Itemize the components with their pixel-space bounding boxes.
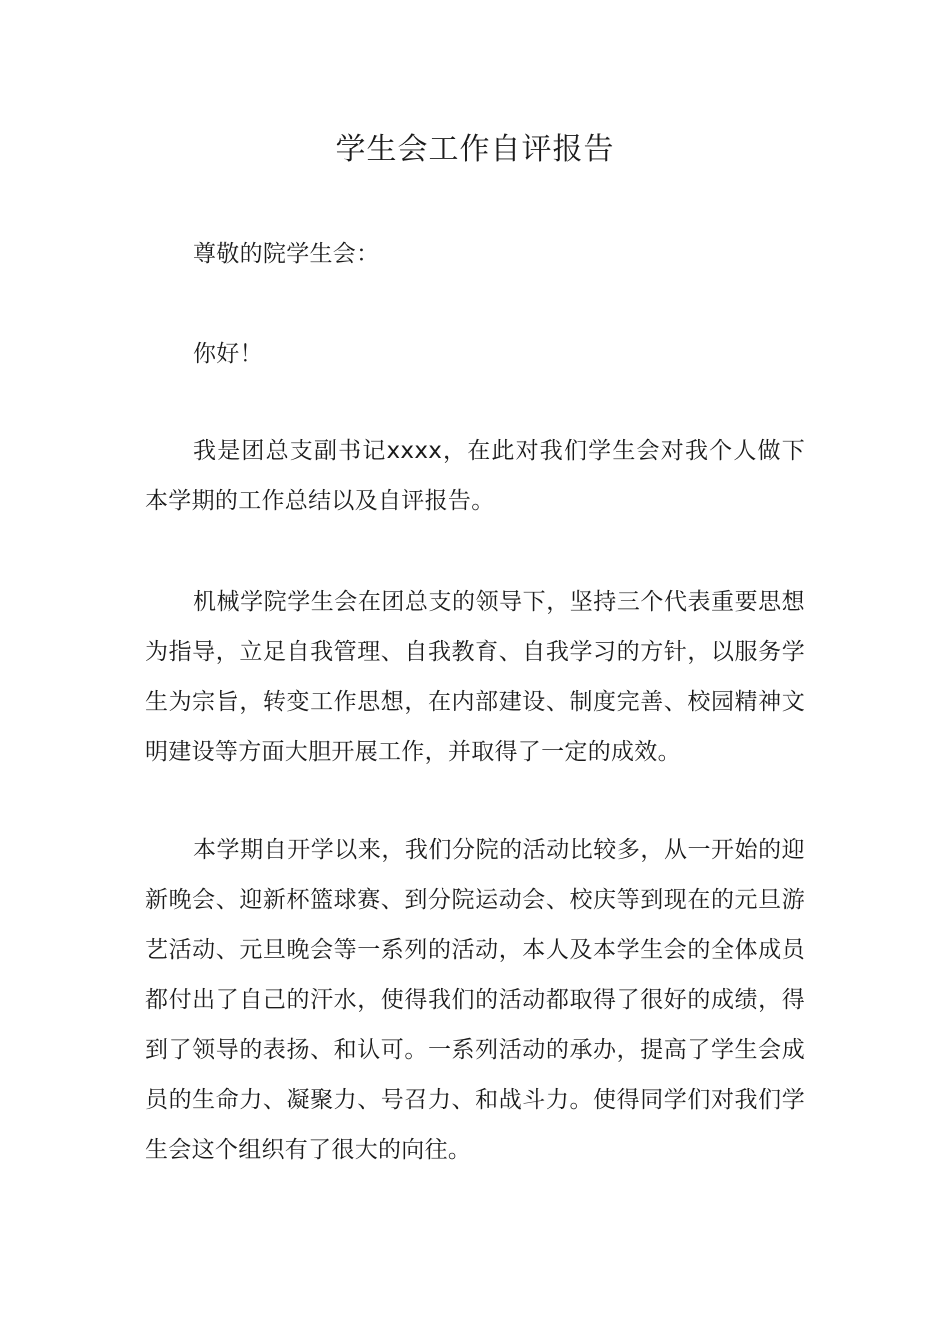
- paragraph-body-2: 本学期自开学以来，我们分院的活动比较多，从一开始的迎新晚会、迎新杯篮球赛、到分院运动会、校庆等到现在的元旦游艺活动、元旦晚会等一系列的活动，本人及本学生会的全体成员都付出了自己的汗水，使得我们的活动都取得了很好的成绩，得到了领导的表扬、和认可。一系列活动的承办，提高了学生会成员的生命力、凝聚力、号召力、和战斗力。使得同学们对我们学生会这个组织有了很大的向往。: [145, 837, 805, 1163]
- salutation: 尊敬的院学生会：: [193, 241, 380, 267]
- paragraph-body-1: 机械学院学生会在团总支的领导下，坚持三个代表重要思想为指导，立足自我管理、自我教育、自我学习的方针，以服务学生为宗旨，转变工作思想，在内部建设、制度完善、校园精神文明建设等方面大胆开展工作，并取得了一定的成效。: [145, 589, 805, 765]
- greeting: 你好！: [193, 341, 263, 367]
- paragraph-intro: 我是团总支副书记xxxx，在此对我们学生会对我个人做下本学期的工作总结以及自评报告。: [145, 438, 805, 514]
- document-title: 学生会工作自评报告: [335, 132, 615, 167]
